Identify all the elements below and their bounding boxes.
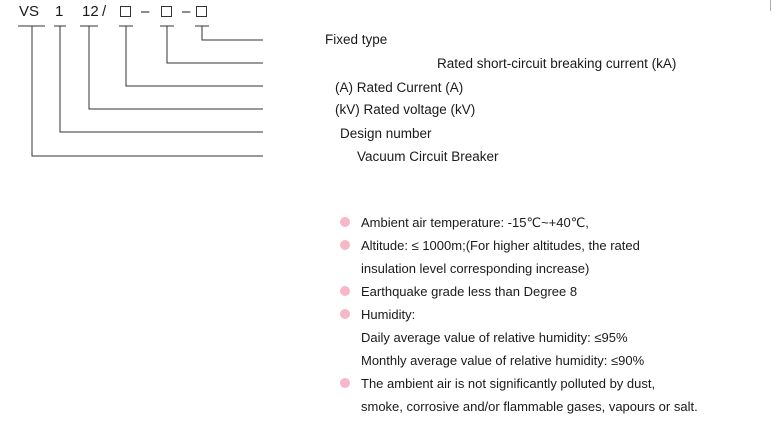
condition-line: insulation level corresponding increase) (361, 261, 590, 276)
pink-circle-bullet-icon (340, 217, 350, 227)
condition-item (340, 372, 770, 418)
code-dash-1: – (141, 3, 150, 20)
label-fixed-type: Fixed type (325, 32, 388, 47)
pink-circle-bullet-icon (340, 378, 350, 388)
condition-line: Earthquake grade less than Degree 8 (361, 284, 578, 299)
code-slash: / (102, 3, 107, 20)
condition-line: Altitude: ≤ 1000m;(For higher altitudes, the rated (361, 238, 640, 253)
label-breaking-current: Rated short-circuit breaking current (kA) (437, 56, 677, 71)
condition-line: Daily average value of relative humidity: ≤95% (361, 330, 628, 345)
condition-item (340, 234, 770, 280)
code-rated-voltage: 12 (82, 3, 99, 20)
pink-circle-bullet-icon (340, 309, 350, 319)
leader-rated-voltage (89, 26, 263, 109)
label-vcb: Vacuum Circuit Breaker (357, 149, 499, 164)
condition-line: smoke, corrosive and/or flammable gases, vapours or salt. (361, 399, 698, 414)
condition-item (340, 280, 770, 303)
leader-vcb (32, 26, 263, 156)
leader-breaking-current (167, 26, 263, 63)
code-dash-2: – (182, 3, 191, 20)
condition-line: The ambient air is not significantly polluted by dust, (361, 376, 656, 391)
leader-rated-current (126, 26, 263, 86)
label-rated-voltage: (kV) Rated voltage (kV) (335, 102, 476, 117)
condition-line: Monthly average value of relative humidity: ≤90% (361, 353, 645, 368)
condition-line: Humidity: (361, 307, 416, 322)
operating-conditions-list (340, 211, 770, 418)
label-design-number: Design number (340, 126, 432, 141)
pink-circle-bullet-icon (340, 286, 350, 296)
label-rated-current: (A) Rated Current (A) (335, 80, 464, 95)
condition-item (340, 303, 770, 372)
leader-fixed-type (202, 26, 263, 40)
code-prefix: VS (19, 3, 40, 20)
edge-divider (770, 0, 771, 11)
leader-design-number (60, 26, 263, 132)
condition-item (340, 211, 770, 234)
condition-line: Ambient air temperature: -15℃~+40℃, (361, 215, 589, 230)
code-design-number: 1 (55, 3, 64, 20)
pink-circle-bullet-icon (340, 240, 350, 250)
